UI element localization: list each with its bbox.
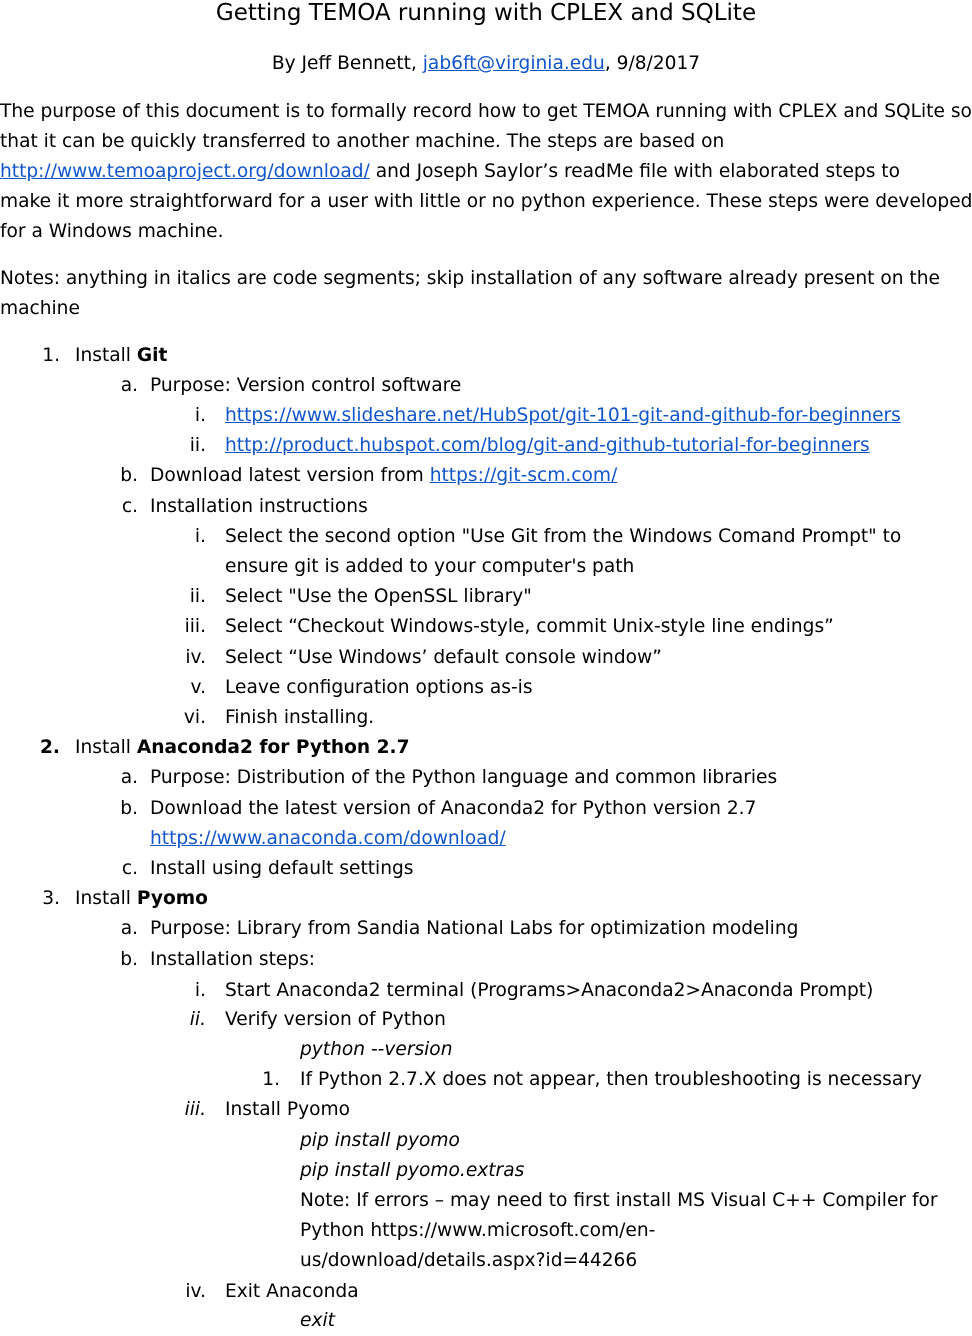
intro-line-5: for a Windows machine. [0, 221, 224, 242]
step-2b-letter: b. [120, 798, 138, 819]
step-3-heading [75, 884, 208, 914]
step-1c-vi-num: vi. [183, 707, 206, 728]
step-1b-prefix: Download latest version from [150, 465, 430, 486]
step-1c-v-num: v. [190, 677, 206, 698]
temoa-download-link[interactable]: http://www.temoaproject.org/download/ [0, 161, 370, 182]
step-1c-iv-num: iv. [185, 647, 206, 668]
step-3b-i-text: Start Anaconda2 terminal (Programs>Anaconda2>Anaconda Prompt) [225, 980, 874, 1001]
code-python-version: python --version [300, 1039, 453, 1060]
step-3b-ii-1-num: 1. [262, 1069, 280, 1090]
note-line-3: us/download/details.aspx?id=44266 [300, 1250, 638, 1271]
step-1c-i-line-1: Select the second option "Use Git from the Windows Comand Prompt" to [225, 526, 902, 547]
step-2b-text: Download the latest version of Anaconda2 for Python version 2.7 [150, 798, 757, 819]
step-1a-letter: a. [120, 375, 138, 396]
code-pip-install-pyomo: pip install pyomo [300, 1130, 460, 1151]
step-3-prefix: Install [75, 888, 137, 909]
code-exit: exit [300, 1310, 335, 1331]
step-1c-i-num: i. [194, 526, 206, 547]
page-title: Getting TEMOA running with CPLEX and SQLite [215, 0, 757, 26]
step-3b-iv-text: Exit Anaconda [225, 1281, 359, 1302]
anaconda-download-link[interactable]: https://www.anaconda.com/download/ [150, 828, 506, 849]
step-2-heading [75, 733, 410, 763]
step-1-prefix: Install [75, 345, 137, 366]
step-3b-iii-num: iii. [184, 1099, 206, 1120]
step-2a-text: Purpose: Distribution of the Python language and common libraries [150, 767, 778, 788]
step-1c-ii-text: Select "Use the OpenSSL library" [225, 586, 532, 607]
step-1c-iii-text: Select “Checkout Windows-style, commit Unix-style line endings” [225, 616, 834, 637]
intro-line-3-rest: and Joseph Saylor’s readMe file with elaborated steps to [369, 161, 900, 182]
step-1-name: Git [136, 345, 168, 366]
step-1a-text: Purpose: Version control software [150, 375, 462, 396]
notes-line-1: Notes: anything in italics are code segments; skip installation of any software already present on the [0, 268, 940, 289]
step-1-heading [75, 341, 167, 371]
slideshare-git-link[interactable]: https://www.slideshare.net/HubSpot/git-101-git-and-github-for-beginners [225, 405, 901, 426]
step-1-number: 1. [42, 345, 60, 366]
git-scm-link[interactable]: https://git-scm.com/ [429, 465, 618, 486]
step-2-name: Anaconda2 for Python 2.7 [136, 737, 410, 758]
note-line-1: Note: If errors – may need to first install MS Visual C++ Compiler for [300, 1190, 938, 1211]
step-3-number: 3. [42, 888, 60, 909]
step-3b-ii-text: Verify version of Python [225, 1009, 446, 1030]
step-3a-text: Purpose: Library from Sandia National Labs for optimization modeling [150, 918, 799, 939]
step-3b-iii-text: Install Pyomo [225, 1099, 350, 1120]
step-3b-letter: b. [120, 949, 138, 970]
byline-suffix: , 9/8/2017 [604, 53, 701, 74]
step-3a-letter: a. [120, 918, 138, 939]
step-1c-iii-num: iii. [184, 616, 206, 637]
intro-line-4: make it more straightforward for a user with little or no python experience. These steps were developed [0, 191, 972, 212]
step-3b-iv-num: iv. [185, 1281, 206, 1302]
byline-prefix: By Jeff Bennett, [271, 53, 423, 74]
author-email-link[interactable]: jab6ft@virginia.edu [422, 53, 605, 74]
step-1a-i-num: i. [194, 405, 206, 426]
step-3b-text: Installation steps: [150, 949, 316, 970]
intro-line-3 [0, 157, 900, 187]
step-1c-ii-num: ii. [189, 586, 206, 607]
step-1c-letter: c. [121, 496, 138, 517]
step-1c-iv-text: Select “Use Windows’ default console window” [225, 647, 662, 668]
step-1a-ii-num: ii. [189, 435, 206, 456]
step-1b-letter: b. [120, 465, 138, 486]
intro-line-2: that it can be quickly transferred to another machine. The steps are based on [0, 131, 725, 152]
step-1c-i-line-2: ensure git is added to your computer's path [225, 556, 635, 577]
note-line-2: Python https://www.microsoft.com/en- [300, 1220, 656, 1241]
step-2c-text: Install using default settings [150, 858, 414, 879]
step-1c-v-text: Leave configuration options as-is [225, 677, 533, 698]
step-3-name: Pyomo [136, 888, 208, 909]
hubspot-git-link[interactable]: http://product.hubspot.com/blog/git-and-github-tutorial-for-beginners [225, 435, 870, 456]
code-pip-install-pyomo-extras: pip install pyomo.extras [300, 1160, 525, 1181]
step-2-prefix: Install [75, 737, 137, 758]
step-3b-ii-num: ii. [189, 1009, 206, 1030]
byline [0, 49, 972, 79]
step-2a-letter: a. [120, 767, 138, 788]
step-2c-letter: c. [121, 858, 138, 879]
step-1c-vi-text: Finish installing. [225, 707, 375, 728]
step-3b-i-num: i. [194, 980, 206, 1001]
step-1c-text: Installation instructions [150, 496, 368, 517]
step-1b-text [150, 461, 617, 491]
notes-line-2: machine [0, 298, 80, 319]
step-2-number: 2. [39, 737, 60, 758]
intro-line-1: The purpose of this document is to formally record how to get TEMOA running with CPLEX and SQLite so [0, 101, 972, 122]
step-3b-ii-1-text: If Python 2.7.X does not appear, then troubleshooting is necessary [300, 1069, 922, 1090]
